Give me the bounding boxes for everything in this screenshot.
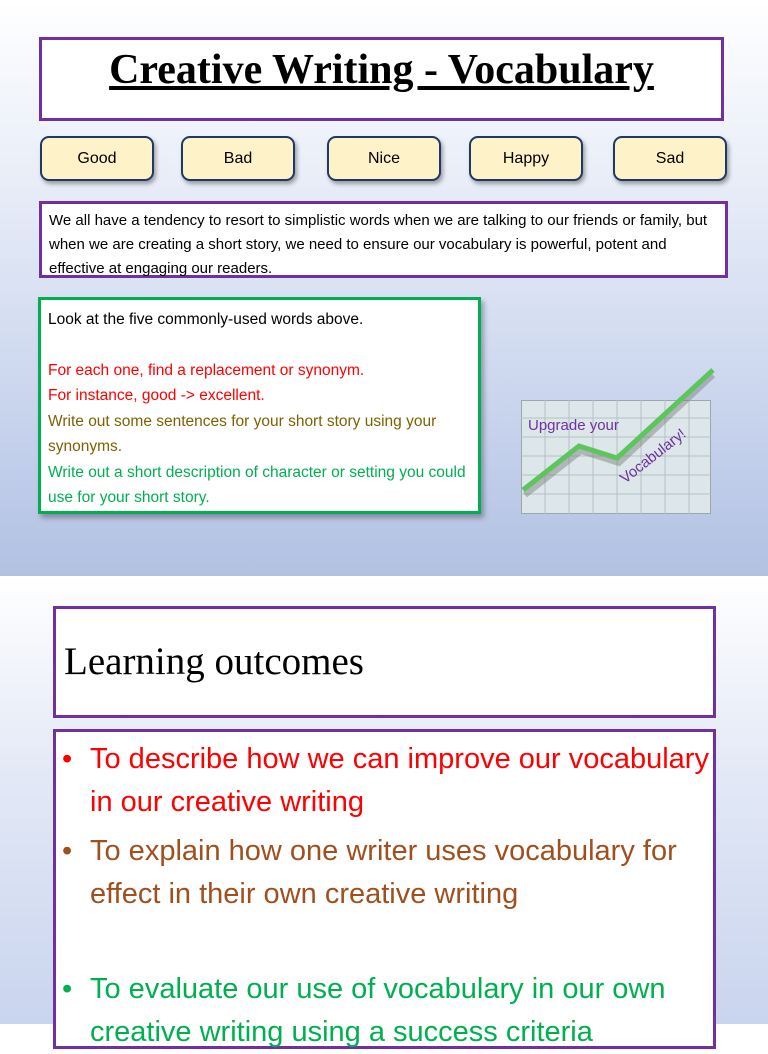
bullet-icon: •: [62, 973, 73, 1005]
word-button-happy[interactable]: Happy: [469, 136, 583, 181]
word-button-sad[interactable]: Sad: [613, 136, 727, 181]
bullet-icon: •: [62, 835, 73, 867]
learning-outcomes-list: [53, 729, 716, 1049]
upgrade-label: Upgrade your: [528, 417, 619, 434]
task-box: [38, 297, 481, 514]
outcome-item: • To evaluate our use of vocabulary in our own creative writing using a success criteria: [90, 968, 710, 1054]
outcome-item: • To explain how one writer uses vocabulary for effect in their own creative writing: [90, 830, 710, 916]
outcome-item: • To describe how we can improve our vocabulary in our creative writing: [90, 738, 710, 824]
task-example: For instance, good -> excellent.: [48, 387, 265, 404]
task-description: Write out a short description of character or setting you could use for your short story.: [48, 463, 466, 506]
task-intro: Look at the five commonly-used words above.: [48, 311, 364, 328]
task-synonym: For each one, find a replacement or synonym.: [48, 361, 365, 379]
slide-learning-outcomes: [0, 576, 768, 1048]
task-sentences: Write out some sentences for your short story using your synonyms.: [48, 412, 437, 455]
word-button-good[interactable]: Good: [40, 136, 154, 181]
learning-outcomes-title: Learning outcomes: [64, 640, 364, 683]
word-button-bad[interactable]: Bad: [181, 136, 295, 181]
word-button-nice[interactable]: Nice: [327, 136, 441, 181]
slide-title: Creative Writing - Vocabulary: [109, 47, 654, 93]
bullet-icon: •: [62, 743, 73, 775]
intro-text: We all have a tendency to resort to simplistic words when we are talking to our friends or family, but when we are creating a short story, we need to ensure our vocabulary is powerful, potent and effective at engaging our readers.: [49, 212, 708, 277]
title-box: [39, 37, 724, 121]
upgrade-vocabulary-graphic: [521, 400, 711, 514]
intro-text-box: [39, 201, 728, 278]
learning-outcomes-title-box: [53, 606, 716, 718]
vocabulary-label: Vocabulary!: [616, 425, 690, 488]
